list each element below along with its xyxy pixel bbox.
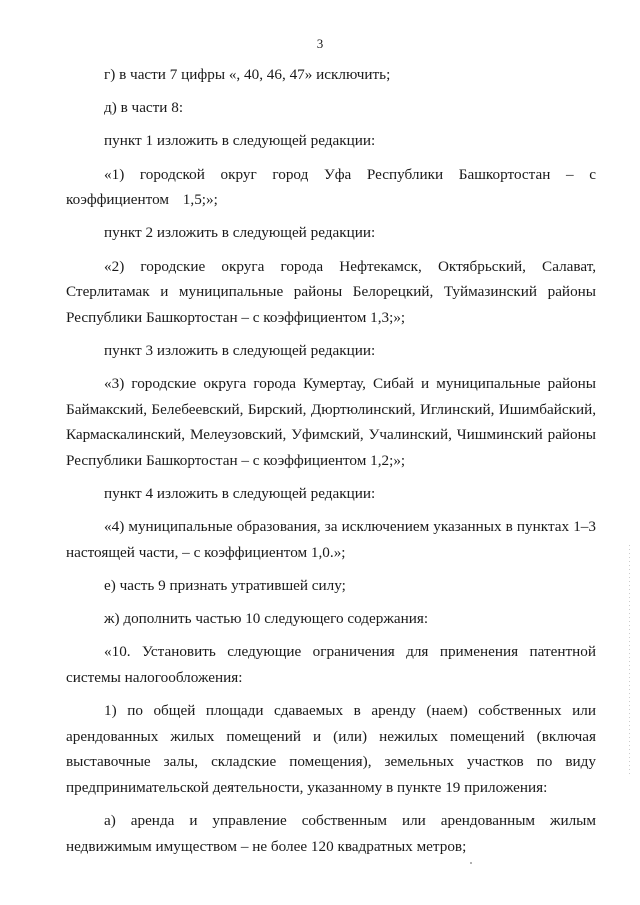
paragraph: пункт 4 изложить в следующей редакции:	[104, 485, 376, 503]
scan-edge-mark	[629, 545, 630, 775]
paragraph: е) часть 9 признать утратившей силу;	[104, 577, 346, 595]
paragraph: «10. Установить следующие ограничения для применения патентной системы налогообложения:	[66, 643, 596, 686]
paragraph: г) в части 7 цифры «, 40, 46, 47» исключить;	[104, 66, 391, 83]
paragraph: а) аренда и управление собственным или арендованным жилым недвижимым имуществом – не более 120 квадратных метров;	[66, 812, 596, 855]
paragraph: ж) дополнить частью 10 следующего содержания:	[104, 610, 429, 628]
paragraph: 1) по общей площади сдаваемых в аренду (наем) собственных или арендованных жилых помещений и (или) нежилых помещений (включая выставочные залы, складские помещения), земельных участков по виду предпринимательской деятельности, указанному в пункте 19 приложения:	[66, 702, 596, 796]
paragraph: пункт 1 изложить в следующей редакции:	[104, 132, 376, 150]
page-number: 3	[316, 36, 324, 51]
paragraph: «2) городские округа города Нефтекамск, Октябрьский, Салават, Стерлитамак и муниципальные районы Белорецкий, Туймазинский районы Республики Башкортостан – с коэффициентом 1,3;»;	[66, 257, 596, 326]
paragraph: «4) муниципальные образования, за исключением указанных в пунктах 1–3 настоящей части, – с коэффициентом 1,0.»;	[66, 518, 596, 561]
paragraph: «3) городские округа города Кумертау, Сибай и муниципальные районы Баймакский, Белебеевский, Бирский, Дюртюлинский, Иглинский, Ишимбайский, Кармаскалинский, Мелеузовский, Уфимский, Учалинский, Чишминский районы Республики Башкортостан – с коэффициентом 1,2;»;	[66, 375, 596, 469]
scan-speck	[470, 862, 472, 864]
paragraph: д) в части 8:	[104, 99, 184, 117]
paragraph: «1) городской округ город Уфа Республики Башкортостан – с коэффициентом 1,5;»;	[66, 165, 596, 209]
paragraph: пункт 2 изложить в следующей редакции:	[104, 224, 376, 242]
paragraph: пункт 3 изложить в следующей редакции:	[104, 341, 376, 359]
document-body	[66, 62, 596, 867]
